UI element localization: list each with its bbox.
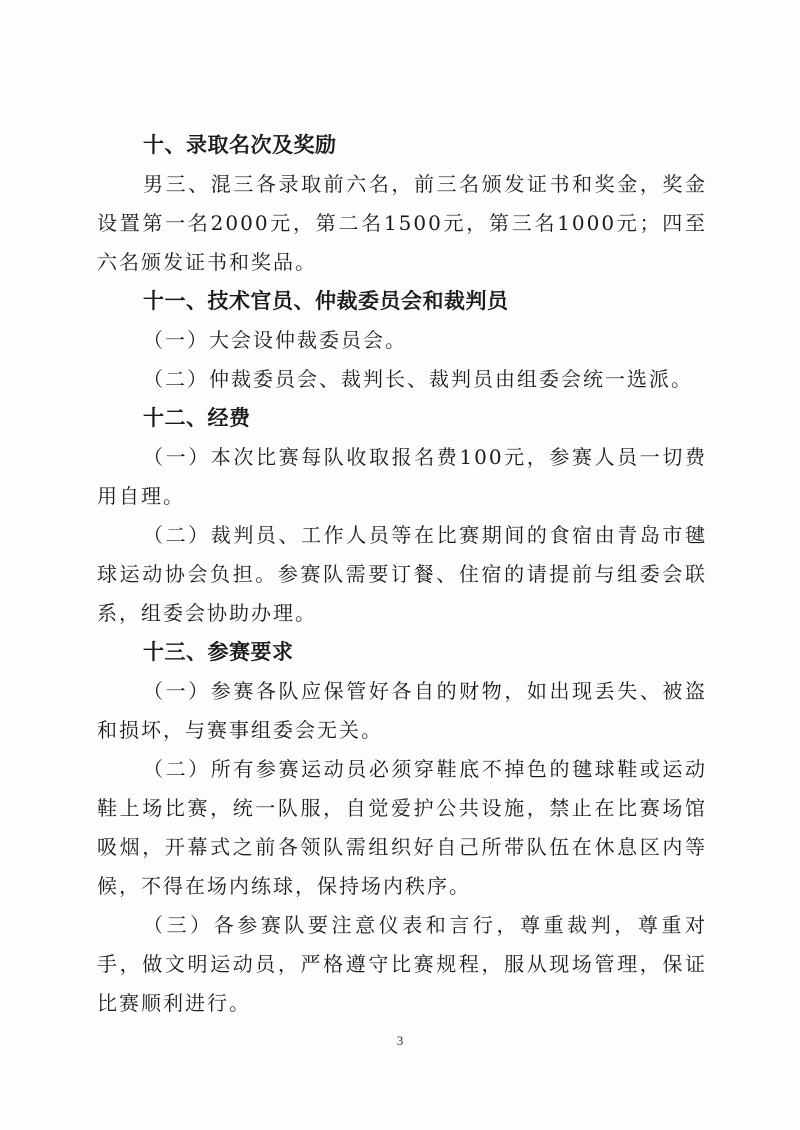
paragraph: （二）所有参赛运动员必须穿鞋底不掉色的毽球鞋或运动鞋上场比赛，统一队服，自觉爱护公共设施，禁止在比赛场馆吸烟，开幕式之前各领队需组织好自己所带队伍在休息区内等候，不得在场内练球，保持场内秩序。 bbox=[97, 757, 707, 898]
section-requirements bbox=[97, 633, 707, 1023]
section-heading: 十一、技术官员、仲裁委员会和裁判员 bbox=[143, 289, 509, 313]
section-heading: 十二、经费 bbox=[143, 406, 251, 430]
paragraph: （三）各参赛队要注意仪表和言行，尊重裁判，尊重对手，做文明运动员，严格遵守比赛规程，服从现场管理，保证比赛顺利进行。 bbox=[97, 913, 707, 1015]
section-heading: 十三、参赛要求 bbox=[143, 640, 294, 664]
paragraph: （二）仲裁委员会、裁判长、裁判员由组委会统一选派。 bbox=[143, 367, 693, 391]
paragraph: 男三、混三各录取前六名，前三名颁发证书和奖金，奖金设置第一名2000元，第二名1500元，第三名1000元；四至六名颁发证书和奖品。 bbox=[97, 172, 707, 274]
section-officials bbox=[97, 282, 707, 399]
paragraph: （一）大会设仲裁委员会。 bbox=[143, 328, 407, 352]
section-expenses bbox=[97, 399, 707, 633]
section-awards bbox=[97, 126, 707, 282]
page-number: 3 bbox=[396, 1033, 404, 1048]
paragraph: （一）本次比赛每队收取报名费100元，参赛人员一切费用自理。 bbox=[97, 445, 707, 508]
paragraph: （二）裁判员、工作人员等在比赛期间的食宿由青岛市毽球运动协会负担。参赛队需要订餐、住宿的请提前与组委会联系，组委会协助办理。 bbox=[97, 523, 707, 625]
paragraph: （一）参赛各队应保管好各自的财物，如出现丢失、被盗和损坏，与赛事组委会无关。 bbox=[97, 679, 707, 742]
section-heading: 十、录取名次及奖励 bbox=[143, 133, 337, 157]
document-body bbox=[97, 126, 707, 1023]
